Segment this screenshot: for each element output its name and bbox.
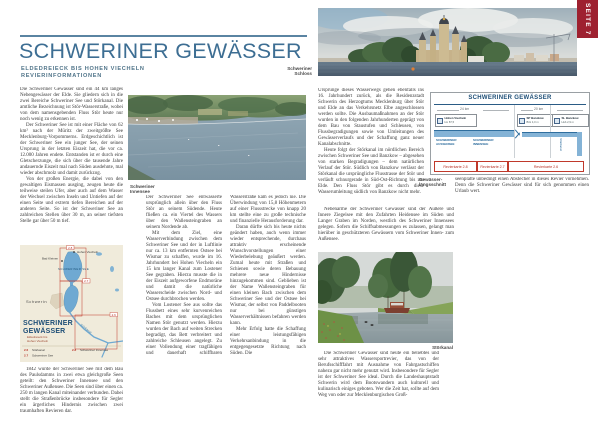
right-wide-paragraph <box>318 207 454 249</box>
paragraph: Die Schweriner Gewässer sind heute ein beliebtes und sehr attraktives Wassersportrevier, das von der Berufsschifffahrt mit Ausnahme von Fahrgastschiffen nahezu gar nicht mehr genutzt wird. Insbesondere für Segler ist der Schweriner See ideal. Durch die Landeshauptstadt Schwerin wird dem Bootswandern auch kulturell und kulinarisch einiges geboten. Wer die Zeit hat, sollte auf dem Weg von oder zur Mecklenburgischen Groß- <box>318 351 439 398</box>
water-level-canal <box>522 132 577 137</box>
town-strip <box>128 117 198 124</box>
revierkarte-ref: Revierkarte 2.8 <box>434 161 477 172</box>
map-subtitle-line2: Hohen Viecheln <box>27 338 49 343</box>
map-subtitle-line1: Eldedreieck bis <box>27 335 48 339</box>
distance-label-canal: 20 km <box>534 106 544 111</box>
station-name: Hohen Viecheln <box>444 116 467 121</box>
place-hohen-viecheln: Hohen Viecheln <box>77 250 99 255</box>
paragraph: Vom Lostener See aus sollte das Flussbett eines sehr kurvenreichen Baches mit dem ursprünglichen Namen Stör genutzt werden. Hierzu wurden der Bach auf weiten Strecken begradigt, das Bett verbreitert und zahlreiche Schleusen angelegt. Zu einer Vollendung einer tragfähigen und dauerhaft schiffbaren Wasserstraße kam es jedoch nie. Die Überwindung von 15,8 Höhenmetern auf einer Flussstrecke von knapp 20 km stellte eine zu große technische und finanzielle Herausforderung dar. <box>146 195 306 356</box>
water-level-lake <box>434 130 514 137</box>
paragraph: Mit dem Ziel, eine Wasserverbindung zwischen dem Schweriner See und der in Luftlinie nur ca. 13 km entfernten Ostsee bei Wismar zu schaffen, wurde im 16. Jahrhundert bei Hohen Viecheln ein 15 km langer Kanal zum Lostener See gegraben. Hierzu musste die in der Eiszeit aufgeworfene Endmoräne und damit die natürliche Wasserscheide zwischen Nord- und Ostsee durchbrochen werden. <box>146 231 222 302</box>
revierkarte-ref: Revierkarte 2.7 <box>477 161 508 172</box>
water-label-aussensee: SCHWERINER AUSSENSEE <box>436 138 457 146</box>
diagram-title: SCHWERINER GEWÄSSER <box>468 95 552 101</box>
diagram-title-rule <box>434 104 586 105</box>
bridge-icon <box>519 118 525 124</box>
place-bad-kleinen: Bad Kleinen <box>42 256 59 261</box>
right-bottom-paragraph <box>318 351 439 415</box>
paragraph: Ursprünge dieses Wasserwegs gehen ebenfalls ins 16. Jahrhundert zurück, als die Residenzstadt Schwerin des Herzogtums Mecklenburg über Stör und Elde an das Verkehrsnetz Elbe angeschlossen werden sollte. Die Ausbaumaßnahmen an der Stör wurden in den folgenden Jahrhunderten geprägt von dem Bau von Staustufen und Schleusen, von Flussbegradigungen sowie von Umleitungen des Gewässerverlaufs und der Schaffung ganz neuer Kanalabschnitte. <box>318 88 424 147</box>
orange-buoy <box>411 67 414 70</box>
subtitle-line1: ELDEDREIECK BIS HOHEN VIECHELN <box>21 66 145 72</box>
legend-num: 2.8 <box>72 348 77 352</box>
golden-dome <box>443 18 445 20</box>
paragraph: Daran dürfte sich bis heute nichts geändert haben, auch wenn immer wieder entsprechende, durchaus attraktiv erscheinende Wunschvorstellungen einer Wiederbelebung geäußert werden. Zumal heute mit Straßen und Schienen sowie deren Bebauung mehrere neue Hindernisse hinzugekommen sind. Geblieben ist der Name Wallensteingraben für einen kleinen Bach zwischen dem Schweriner See und der Ostsee bei Wismar, der selbst von Paddelbooten nur bei günstigen Wasserverhältnissen befahren werden kann. <box>230 225 306 326</box>
water-label-stoerkanal: Störkanal <box>559 138 563 151</box>
castle-photo-caption: Schweriner Schloss <box>287 66 312 77</box>
title-rule <box>20 35 307 37</box>
duck <box>371 324 374 326</box>
map-marker-north: 2.8 <box>68 245 73 250</box>
map-illustration <box>20 245 123 362</box>
right-continuation-text <box>455 177 589 201</box>
map-title-line2: GEWÄSSER <box>23 328 66 335</box>
station-box-sp-banzkow <box>517 114 553 127</box>
paragraph: 1842 wurde der Schweriner See mit dem Bau des Paulsdamms in zwei etwa gleichgroße Seen geteilt: den Schweriner Innensee und den Schweriner Außensee. Die Seen sind über einen ca. 250 m langen Kanal miteinander verbunden. Dabei stellt die Straßenbrücke insbesondere für Segler ein ärgerliches Hindernis zwischen zwei traumhaften Revieren dar. <box>20 367 123 414</box>
paragraph: Mehr Erfolg hatte die Schaffung einer leistungsfähigen Verkehrsanbindung in die entgegengesetzte Richtung nach Süden. Die <box>230 327 306 356</box>
paragraph: Von der großen Energie, die dabei von den gewaltigen Eismassen ausging, zeugen heute die teilweise steilen Ufer, aber auch auf dem Wasser der Wechsel zwischen Inseln und Untiefen auf der einen Seite und extrem tiefen Bereichen auf der anderen Seite. So ist der Schweriner See an zahlreichen Stellen über 30 m, an seiner tiefsten Stelle gar über 50 m tief. <box>20 177 123 224</box>
legend-num: 2.6 <box>24 348 29 352</box>
station-box-hohen-viecheln <box>435 114 477 127</box>
page-subtitle <box>21 66 145 80</box>
left-column-1-lower <box>20 367 123 422</box>
subtitle-line2: REVIERINFORMATIONEN <box>21 73 102 79</box>
page-tab: SEITE 7 <box>577 0 598 38</box>
paragraph: Heute folgt der Störkanal im nördlichen Bereich zwischen Schweriner See und Banzkow – abgesehen von starken Begradigungen – dem natürlichen Verlauf der Stör. Südlich von Banzkow verlässt der Störkanal die ursprüngliche Flusstrasse der Stör und verläuft schnurgerade in Süd-Ost-Richtung bis zur Elde. Den Fluss Stör gibt es durch diese Wasserumleitung südlich von Banzkow nicht mehr. <box>318 148 424 195</box>
place-schwerin: Schwerin <box>26 299 48 304</box>
paragraph: seenplatte unbedingt einen Abstecher in dieses Revier vornehmen. Denn die Schweriner Gewässer sind für sich genommen einen Urlaub wert. <box>455 177 589 194</box>
station-detail: Hub 2,9 m <box>561 120 574 124</box>
right-column-1 <box>318 88 424 204</box>
page-title: SCHWERINER GEWÄSSER <box>19 39 302 63</box>
left-columns-middle <box>146 195 306 422</box>
legend-num: 2.7 <box>24 353 29 358</box>
lock-icon <box>554 118 560 124</box>
lock-icon <box>437 118 443 124</box>
waterway-section-diagram <box>430 92 590 175</box>
water-label-innensee: SCHWERINER INNENSEE <box>473 138 494 146</box>
station-detail: BrH 4,0 m <box>526 120 539 124</box>
diagram-caption-line1: Gewässer- <box>419 177 443 182</box>
left-column-1 <box>20 87 123 243</box>
map-marker-canal: 2.6 <box>111 312 116 317</box>
overview-map <box>20 245 123 362</box>
map-title-line1: SCHWERINER <box>23 320 73 327</box>
legend-label: Schweriner Innensee <box>80 348 109 352</box>
aerial-photo-schweriner-innensee <box>128 95 306 180</box>
revierkarte-ref: Revierkarte 2.6 <box>508 161 584 172</box>
duck <box>365 321 368 323</box>
station-name: SP Banzkow <box>526 116 544 121</box>
castle-photo-schweriner-schloss <box>318 8 577 76</box>
paragraph: Der Schweriner See ist mit einer Fläche von 62 km² nach der Müritz der zweitgrößte See Mecklenburg-Vorpommerns. Erdgeschichtlich ist der Schweriner See ein junger See, der seinen Ursprung in der letzten Eiszeit hat, die vor ca. 12.000 Jahren endete. Entstanden ist er durch eine Gletscherzunge, die sich über die tausende Jahre andauernde Eiszeit mal nach Süden ausdehnte, mal wieder abschmolz und damit zurückzog. <box>20 123 123 176</box>
castle-photo-illustration <box>318 8 577 76</box>
paragraph: Der Schweriner See entwässerte ursprünglich allein über den Fluss Stör an seinem Südende. Heute fließen ca. ein Viertel des Wassers über den Wallensteingraben an seinem Nordende ab. <box>146 195 222 230</box>
town-dot <box>61 260 63 262</box>
legend-label: Störkanal <box>32 348 45 352</box>
aerial-photo-caption: Schweriner Innensee <box>130 184 155 195</box>
elde-level-bar <box>577 132 582 156</box>
legend-label: Schweriner See <box>32 353 54 358</box>
station-name: SL Banzkow <box>561 116 579 121</box>
lake-label: SCHWERINER SEE <box>58 267 90 271</box>
diagram-caption-line2: längsschnitt <box>419 182 447 188</box>
station-box-sl-banzkow <box>552 114 589 127</box>
stoerkanal-photo-illustration <box>318 252 453 343</box>
diagram-section-divider <box>514 105 515 158</box>
stoerkanal-photo <box>318 252 453 343</box>
paragraph: Nebenarme der Schweriner Gewässer sind der Äußere und Innere Ziegelsee mit den Zufahrten Heidensee im Süden und Langer Graben im Norden, westlich des Schweriner Innensees gelegen. Sofern die Schiffsabmessungen es zulassen, gelangt man hierüber in geschützteren Gewässern vom Schweriner Innen- zum Außensee. <box>318 207 454 242</box>
canal-label: Störkanal <box>79 322 93 335</box>
town-dot <box>73 251 75 253</box>
lake-water <box>318 62 577 76</box>
aerial-photo-illustration <box>128 95 306 180</box>
station-detail: km 87,5 <box>444 120 455 124</box>
diagram-caption <box>419 177 453 188</box>
stoerkanal-photo-caption: Störkanal <box>432 345 453 350</box>
paragraph: Die Schweriner Gewässer sind ein 44 km langes Nebengewässer der Elde. Sie gliedern sich in die zwei Bereiche Schweriner See und Störkanal. Die amtliche Bezeichnung ist Stör-Wasserstraße, wobei von dem namensgebenden Fluss Stör heute nur noch wenig zu erkennen ist. <box>20 87 123 122</box>
map-marker-mid: 2.7 <box>84 279 89 284</box>
distance-label-lake: 24 km <box>460 106 470 111</box>
